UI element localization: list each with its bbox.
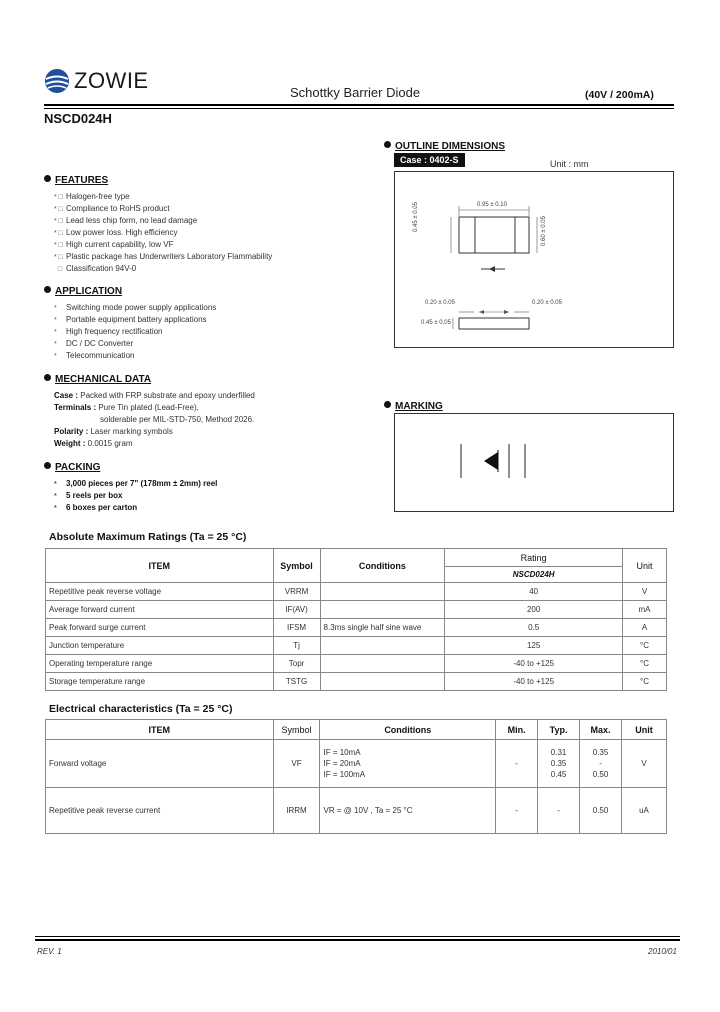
table-row: Average forward current IF(AV) 200 mA xyxy=(46,601,667,619)
dim-height: 0.45 ± 0.05 xyxy=(421,320,451,326)
feature-item: * □ Low power loss. High efficiency xyxy=(54,228,178,237)
mechanical-section xyxy=(44,369,374,450)
table-row: Forward voltage VF IF = 10mA IF = 20mA IF = 100mA - 0.31 0.35 0.45 0.35 - 0.50 V xyxy=(46,740,667,788)
header-rule-thin xyxy=(44,108,674,109)
electrical-title: Electrical characteristics (Ta = 25 °C) xyxy=(49,703,233,715)
features-list xyxy=(54,191,364,275)
application-item: * Telecommunication xyxy=(54,351,135,360)
packing-item: * 5 reels per box xyxy=(54,491,123,500)
bullet-icon xyxy=(384,401,391,408)
application-heading: APPLICATION xyxy=(44,281,364,299)
table-row: Junction temperature Tj 125 °C xyxy=(46,637,667,655)
col-rating-part: NSCD024H xyxy=(445,567,623,583)
mechanical-list xyxy=(54,390,374,450)
packing-list xyxy=(54,478,364,514)
mechanical-row: solderable per MIL-STD-750, Method 2026. xyxy=(100,415,255,424)
application-section xyxy=(44,281,364,362)
bullet-icon xyxy=(384,141,391,148)
diode-marking-icon xyxy=(395,414,673,511)
abs-max-table xyxy=(45,548,667,691)
bullet-icon xyxy=(44,374,51,381)
rating-summary: (40V / 200mA) xyxy=(585,89,654,101)
table-row: Storage temperature range TSTG -40 to +125 °C xyxy=(46,673,667,691)
application-item: * High frequency rectification xyxy=(54,327,163,336)
table-header-row xyxy=(46,720,667,740)
feature-item: * □ Plastic package has Underwriters Laboratory Flammability xyxy=(54,252,273,261)
col-max: Max. xyxy=(580,720,622,740)
col-unit: Unit xyxy=(623,549,667,583)
footer-rule-thin xyxy=(35,936,680,937)
table-row: Repetitive peak reverse current IRRM VR = @ 10V , Ta = 25 °C - - 0.50 uA xyxy=(46,788,667,834)
packing-item: * 3,000 pieces per 7" (178mm ± 2mm) reel xyxy=(54,479,218,488)
packing-item: * 6 boxes per carton xyxy=(54,503,138,512)
feature-item: * □ Halogen-free type xyxy=(54,192,130,201)
bullet-icon xyxy=(44,286,51,293)
packing-section xyxy=(44,457,364,514)
dim-pad-left: 0.20 ± 0.05 xyxy=(425,300,455,306)
application-item: * Portable equipment battery applications xyxy=(54,315,207,324)
col-conditions: Conditions xyxy=(320,720,496,740)
feature-item: * □ Lead less chip form, no lead damage xyxy=(54,216,198,225)
header-rule-thick xyxy=(44,104,674,106)
part-number: NSCD024H xyxy=(44,111,112,126)
table-row: Operating temperature range Topr -40 to +125 °C xyxy=(46,655,667,673)
unit-label: Unit : mm xyxy=(550,159,589,169)
packing-heading: PACKING xyxy=(44,457,364,475)
dim-length: 0.95 ± 0.10 xyxy=(477,202,507,208)
table-header-row xyxy=(46,549,667,567)
col-conditions: Conditions xyxy=(320,549,445,583)
abs-max-title: Absolute Maximum Ratings (Ta = 25 °C) xyxy=(49,531,247,543)
dim-width-left: 0.45 ± 0.05 xyxy=(413,202,419,232)
application-list xyxy=(54,302,364,362)
col-symbol: Symbol xyxy=(273,720,320,740)
mechanical-row: Polarity : Laser marking symbols xyxy=(54,427,173,436)
mechanical-row: Weight : 0.0015 gram xyxy=(54,439,133,448)
electrical-table xyxy=(45,719,667,834)
footer-rule-thick xyxy=(35,939,680,941)
col-item: ITEM xyxy=(46,720,274,740)
dim-width-right: 0.60 ± 0.05 xyxy=(541,216,547,246)
col-typ: Typ. xyxy=(538,720,580,740)
mechanical-row: Terminals : Pure Tin plated (Lead-Free), xyxy=(54,403,199,412)
marking-box xyxy=(394,413,674,512)
mechanical-row: Case : Packed with FRP substrate and epoxy underfilled xyxy=(54,391,255,400)
col-item: ITEM xyxy=(46,549,274,583)
feature-item: * □ High current capability, low VF xyxy=(54,240,174,249)
table-row: Peak forward surge current IFSM 8.3ms single half sine wave 0.5 A xyxy=(46,619,667,637)
table-row: Repetitive peak reverse voltage VRRM 40 V xyxy=(46,583,667,601)
case-label: Case : 0402-S xyxy=(394,153,465,167)
bullet-icon xyxy=(44,462,51,469)
marking-heading: MARKING xyxy=(384,396,443,414)
features-heading: FEATURES xyxy=(44,170,364,188)
application-item: * Switching mode power supply applications xyxy=(54,303,217,312)
col-min: Min. xyxy=(496,720,538,740)
revision-label: REV. 1 xyxy=(37,947,62,956)
zowie-globe-icon xyxy=(44,68,70,94)
dim-pad-right: 0.20 ± 0.05 xyxy=(532,300,562,306)
feature-item: * □ Compliance to RoHS product xyxy=(54,204,170,213)
brand-logo xyxy=(44,66,154,96)
col-unit: Unit xyxy=(622,720,667,740)
outline-drawing-box xyxy=(394,171,674,348)
col-rating: Rating xyxy=(445,549,623,567)
document-title: Schottky Barrier Diode xyxy=(290,85,421,100)
col-symbol: Symbol xyxy=(273,549,320,583)
outline-heading: OUTLINE DIMENSIONS xyxy=(384,136,505,154)
features-section xyxy=(44,170,364,275)
date-label: 2010/01 xyxy=(648,947,677,956)
bullet-icon xyxy=(44,175,51,182)
brand-name: ZOWIE xyxy=(74,68,149,93)
feature-item: □ Classification 94V-0 xyxy=(54,264,137,273)
mechanical-heading: MECHANICAL DATA xyxy=(44,369,374,387)
application-item: * DC / DC Converter xyxy=(54,339,134,348)
